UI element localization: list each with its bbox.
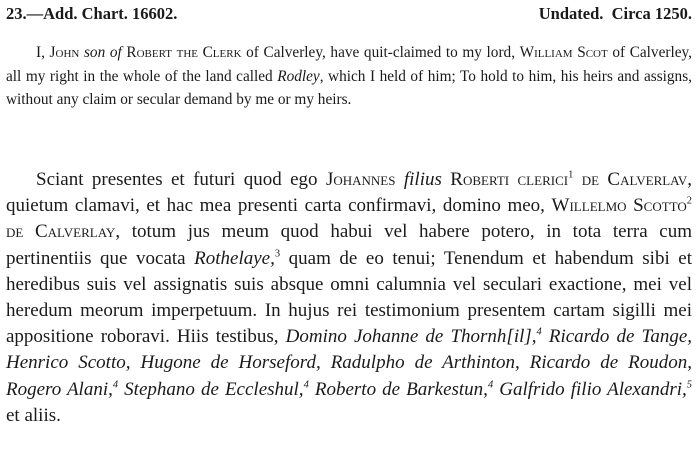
charter-source: Add. Chart. 16602. bbox=[43, 4, 178, 23]
charter-reference: 23.—Add. Chart. 16602. bbox=[6, 4, 178, 23]
footnote-ref-4: 4 bbox=[487, 379, 494, 391]
footnote-ref-4: 4 bbox=[536, 326, 542, 338]
footnote-ref-3: 3 bbox=[274, 248, 281, 260]
charter-number: 23. bbox=[6, 4, 27, 23]
footnote-ref-5: 5 bbox=[686, 379, 692, 391]
witness-list: Domino Johanne de Thornh[il],$^4$ Ricardo de Tange, Henrico Scotto, Hugone de Horseford, Radulpho de Arthinton, Ricardo de Roudon, Rogero Alani,$^4$ Stephano de Eccleshul,$^4$ Roberto de Barkestun,$^4$ Galfrido filio Alexandri,$^5$ bbox=[6, 326, 693, 400]
footnote-ref-1: 1 bbox=[568, 169, 574, 181]
footnote-ref-4: 4 bbox=[112, 379, 119, 391]
latin-charter-text: Sciant presentes et futuri quod ego Johannes filius Roberti clerici$^1$ de Calverlav, quietum clamavi, et hac mea presenti carta confirmavi, domino meo, Willelmo Scotto$^2$ de Calverlay, totum jus meum quod habui vel habere potero, in tota terra cum pertinentiis que vocata Rothelaye,$^3$ quam de eo tenui; Tenendum et habendum sibi et heredibus suis vel assignatis suis absque omni calumnia vel seculari exactione, mei vel heredum meorum imperpetuum. In hujus rei testimonium presentem cartam sigilli mei appositione roboravi. Hiis testibus, Domino Johanne de Thornh[il],$^4$ Ricardo de Tange, Henrico Scotto, Hugone de Horseford, Radulpho de Arthinton, Ricardo de Roudon, Rogero Alani,$^4$ Stephano de Eccleshul,$^4$ Roberto de Barkestun,$^4$ Galfrido filio Alexandri,$^5$ et aliis. bbox=[6, 169, 693, 426]
footnote-ref-2: 2 bbox=[686, 195, 692, 207]
charter-date: Undated. Circa 1250. bbox=[538, 4, 692, 23]
english-summary: I, John son of Robert the Clerk of Calverley, have quit-claimed to my lord, William Scot of Calverley, all my right in the whole of the land called Rodley, which I held of him; To hold to him, his heirs and assigns, without any claim or secular demand by me or my heirs. bbox=[6, 44, 692, 109]
charter-heading bbox=[6, 2, 692, 26]
footnote-ref-4: 4 bbox=[303, 379, 309, 391]
